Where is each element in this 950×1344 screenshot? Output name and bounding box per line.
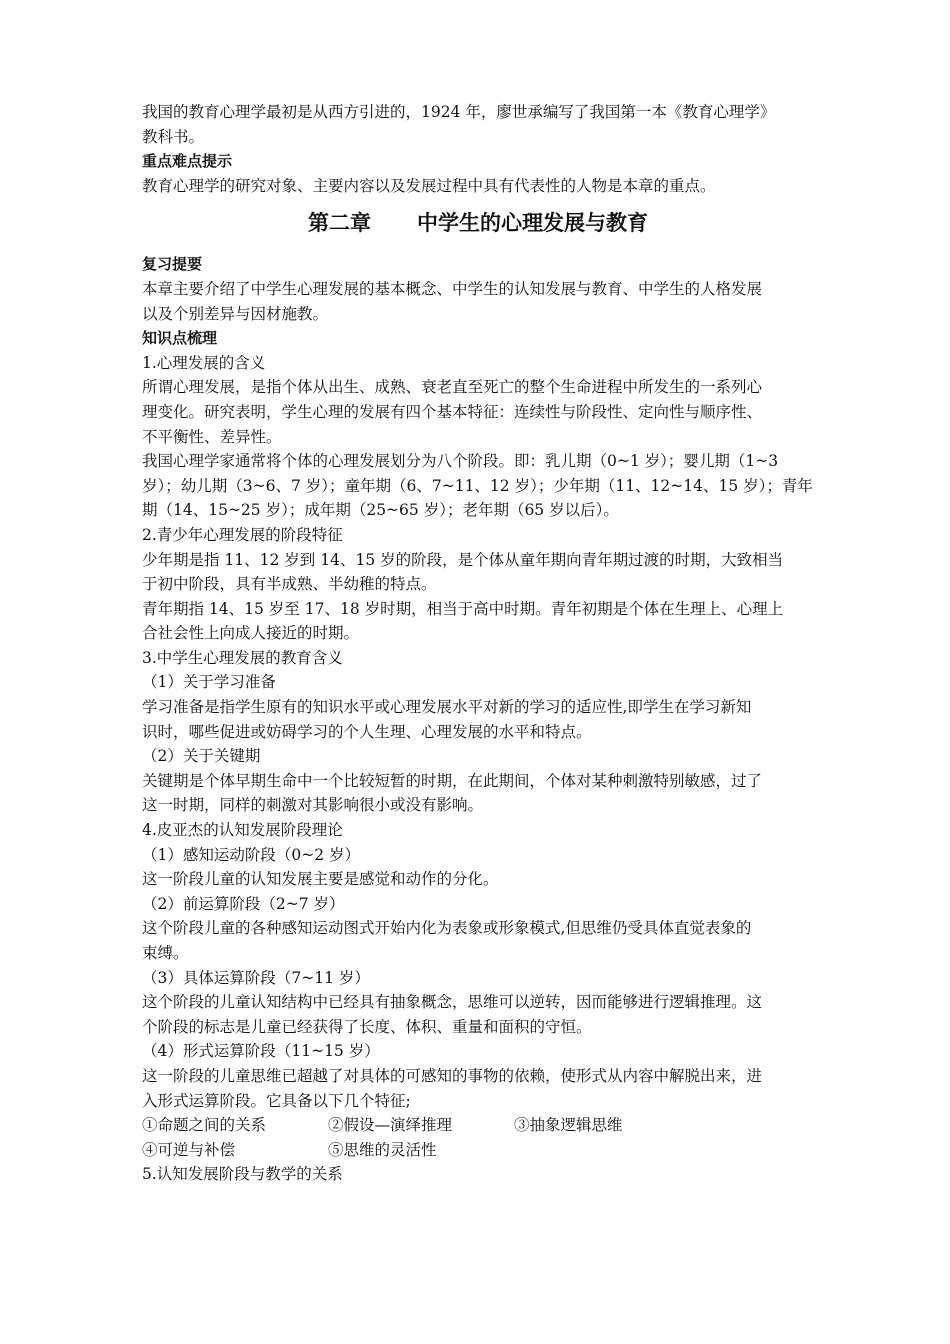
- item-heading: （2）关于关键期: [142, 747, 261, 766]
- section-heading-knowledge: 知识点梳理: [142, 329, 218, 348]
- item-heading: （1）感知运动阶段（0~2 岁）: [142, 845, 360, 864]
- chapter-title: [142, 208, 814, 238]
- paragraph-line: 合社会性上向成人接近的时期。: [142, 624, 360, 643]
- paragraph-line: 这个阶段的儿童认知结构中已经具有抽象概念，思维可以逆转，因而能够进行逻辑推理。这: [142, 993, 763, 1012]
- paragraph-line: 这一时期，同样的刺激对其影响很小或没有影响。: [142, 796, 484, 815]
- chapter-number: 第二章: [308, 211, 371, 236]
- paragraph-line: 不平衡性、差异性。: [142, 427, 282, 446]
- feature-item: ④可逆与补偿: [142, 1140, 236, 1159]
- paragraph-line: 本章主要介绍了中学生心理发展的基本概念、中学生的认知发展与教育、中学生的人格发展: [142, 279, 763, 298]
- section-heading-review: 复习提要: [142, 255, 203, 274]
- paragraph-line: 这一阶段的儿童思维已超越了对具体的可感知的事物的依赖，使形式从内容中解脱出来，进: [142, 1066, 763, 1085]
- paragraph-line: 教育心理学的研究对象、主要内容以及发展过程中具有代表性的人物是本章的重点。: [142, 176, 716, 195]
- paragraph-line: 理变化。研究表明，学生心理的发展有四个基本特征：连续性与阶段性、定向性与顺序性、: [142, 402, 763, 421]
- feature-item: ①命题之间的关系: [142, 1116, 267, 1135]
- item-heading: （4）形式运算阶段（11~15 岁）: [142, 1042, 380, 1061]
- paragraph-line: 个阶段的标志是儿童已经获得了长度、体积、重量和面积的守恒。: [142, 1017, 592, 1036]
- paragraph-line: 少年期是指 11、12 岁到 14、15 岁的阶段，是个体从童年期向青年期过渡的时期，大致相当: [142, 550, 784, 569]
- paragraph-line: 束缚。: [142, 944, 189, 962]
- paragraph-line: 识时，哪些促进或妨碍学习的个人生理、心理发展的水平和特点。: [142, 722, 592, 741]
- item-heading: （3）具体运算阶段（7~11 岁）: [142, 968, 370, 987]
- paragraph-line: 岁）；幼儿期（3~6、7 岁）；童年期（6、7~11、12 岁）；少年期（11、12~14、15 岁）；青年: [142, 476, 813, 495]
- paragraph-line: 我国心理学家通常将个体的心理发展划分为八个阶段。即：乳儿期（0~1 岁）；婴儿期（1~3: [142, 452, 779, 471]
- paragraph-line: 于初中阶段，具有半成熟、半幼稚的特点。: [142, 575, 437, 594]
- item-heading: （1）关于学习准备: [142, 673, 276, 692]
- section-heading-keypoints: 重点难点提示: [142, 152, 233, 171]
- chapter-name: 中学生的心理发展与教育: [417, 211, 648, 236]
- paragraph-line: 这个阶段儿童的各种感知运动图式开始内化为表象或形象模式,但思维仍受具体直觉表象的: [142, 919, 752, 938]
- feature-item: ③抽象逻辑思维: [514, 1116, 623, 1135]
- subsection-heading: 1.心理发展的含义: [142, 353, 266, 372]
- feature-item: ②假设—演绎推理: [328, 1116, 453, 1135]
- paragraph-line: 关键期是个体早期生命中一个比较短暂的时期，在此期间，个体对某种刺激特别敏感，过了: [142, 771, 763, 790]
- paragraph-line: 我国的教育心理学最初是从西方引进的，1924 年，廖世承编写了我国第一本《教育心理学》: [142, 103, 776, 121]
- paragraph-line: 期（14、15~25 岁）；成年期（25~65 岁）；老年期（65 岁以后）。: [142, 501, 619, 520]
- paragraph-line: 学习准备是指学生原有的知识水平或心理发展水平对新的学习的适应性,即学生在学习新知: [142, 698, 752, 717]
- paragraph-line: 教科书。: [142, 127, 205, 146]
- feature-item: ⑤思维的灵活性: [328, 1140, 437, 1159]
- item-heading: （2）前运算阶段（2~7 岁）: [142, 894, 345, 913]
- paragraph-line: 入形式运算阶段。它具备以下几个特征;: [142, 1091, 411, 1110]
- subsection-heading: 3.中学生心理发展的教育含义: [142, 648, 343, 667]
- document-page: [142, 100, 814, 1187]
- subsection-heading: 5.认知发展阶段与教学的关系: [142, 1165, 343, 1184]
- subsection-heading: 4.皮亚杰的认知发展阶段理论: [142, 821, 343, 840]
- subsection-heading: 2.青少年心理发展的阶段特征: [142, 525, 343, 544]
- paragraph-line: 所谓心理发展，是指个体从出生、成熟、衰老直至死亡的整个生命进程中所发生的一系列心: [142, 378, 763, 397]
- paragraph-line: 这一阶段儿童的认知发展主要是感觉和动作的分化。: [142, 870, 499, 889]
- feature-list-row: [142, 1138, 814, 1163]
- paragraph-line: 青年期指 14、15 岁至 17、18 岁时期，相当于高中时期。青年初期是个体在生理上、心理上: [142, 599, 784, 618]
- paragraph-line: 以及个别差异与因材施教。: [142, 304, 329, 323]
- feature-list-row: [142, 1113, 814, 1138]
